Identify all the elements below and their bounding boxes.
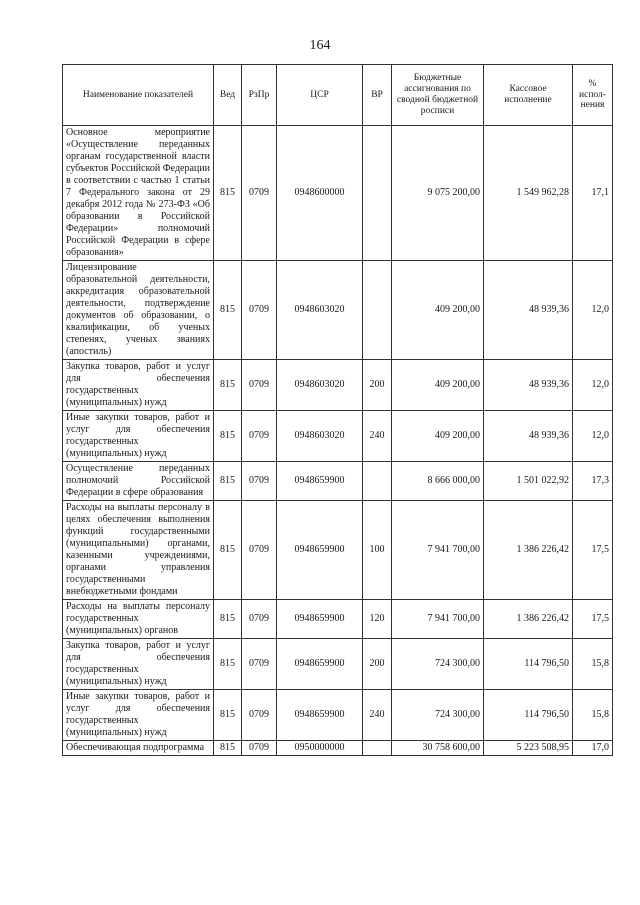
row-ved: 815 [214,639,242,690]
table-row [63,126,613,261]
row-budget: 30 758 600,00 [392,741,484,756]
row-name: Закупка товаров, работ и услуг для обеспечения государственных (муниципальных) нужд [63,360,214,411]
table-row [63,741,613,756]
row-vr: 200 [363,639,392,690]
row-csr: 0948603020 [277,360,363,411]
header-budget: Бюджетные ассигнования по сводной бюджетной росписи [392,65,484,126]
row-cash: 1 549 962,28 [484,126,573,261]
table-header-row [63,65,613,126]
row-csr: 0948603020 [277,261,363,360]
row-cash: 1 501 022,92 [484,462,573,501]
row-percent: 17,5 [573,600,613,639]
row-csr: 0948659900 [277,639,363,690]
row-ved: 815 [214,126,242,261]
row-cash: 5 223 508,95 [484,741,573,756]
row-rzpr: 0709 [242,126,277,261]
table-row [63,360,613,411]
row-percent: 12,0 [573,411,613,462]
row-vr: 240 [363,411,392,462]
header-rzpr: РзПр [242,65,277,126]
row-budget: 9 075 200,00 [392,126,484,261]
row-cash: 1 386 226,42 [484,501,573,600]
table-row [63,690,613,741]
header-vr: ВР [363,65,392,126]
row-budget: 7 941 700,00 [392,600,484,639]
header-name: Наименование показателей [63,65,214,126]
row-csr: 0950000000 [277,741,363,756]
row-csr: 0948659900 [277,501,363,600]
row-percent: 17,5 [573,501,613,600]
table-row [63,462,613,501]
row-csr: 0948659900 [277,690,363,741]
row-name: Основное мероприятие «Осуществление переданных органам государственной власти субъектов Российской Федерации в соответствии с частью 1 статьи 7 Федерального закона от 29 декабря 2012 года № 273-ФЗ «Об образовании в Российской Федерации» полномочий Российской Федерации в сфере образования» [63,126,214,261]
row-ved: 815 [214,261,242,360]
row-name: Расходы на выплаты персоналу государственных (муниципальных) органов [63,600,214,639]
row-ved: 815 [214,690,242,741]
row-cash: 1 386 226,42 [484,600,573,639]
table-row [63,639,613,690]
header-percent: % испол-нения [573,65,613,126]
row-name: Иные закупки товаров, работ и услуг для обеспечения государственных (муниципальных) нужд [63,690,214,741]
row-vr [363,741,392,756]
row-ved: 815 [214,462,242,501]
row-vr [363,261,392,360]
row-name: Закупка товаров, работ и услуг для обеспечения государственных (муниципальных) нужд [63,639,214,690]
header-csr: ЦСР [277,65,363,126]
table-row [63,411,613,462]
row-percent: 15,8 [573,639,613,690]
row-percent: 17,1 [573,126,613,261]
budget-execution-table [62,64,613,756]
row-name: Обеспечивающая подпрограмма [63,741,214,756]
page-number: 164 [309,38,331,53]
row-name: Лицензирование образовательной деятельности, аккредитация образовательной деятельности, подтверждение документов об образовании, о квалификации, об ученых степенях, ученых званиях (апостиль) [63,261,214,360]
row-name: Расходы на выплаты персоналу в целях обеспечения выполнения функций государственными (муниципальными) органами, казенными учреждениями, органами управления государственными внебюджетными фондами [63,501,214,600]
row-percent: 17,3 [573,462,613,501]
row-rzpr: 0709 [242,741,277,756]
row-csr: 0948659900 [277,600,363,639]
row-cash: 48 939,36 [484,360,573,411]
row-ved: 815 [214,360,242,411]
row-rzpr: 0709 [242,690,277,741]
row-cash: 48 939,36 [484,411,573,462]
row-vr: 240 [363,690,392,741]
header-cash: Кассовое исполнение [484,65,573,126]
row-rzpr: 0709 [242,411,277,462]
row-budget: 724 300,00 [392,690,484,741]
row-budget: 409 200,00 [392,261,484,360]
row-vr [363,126,392,261]
row-budget: 8 666 000,00 [392,462,484,501]
row-cash: 48 939,36 [484,261,573,360]
table-row [63,600,613,639]
row-vr: 200 [363,360,392,411]
row-budget: 409 200,00 [392,411,484,462]
table-row [63,261,613,360]
row-vr: 100 [363,501,392,600]
row-percent: 17,0 [573,741,613,756]
row-rzpr: 0709 [242,462,277,501]
row-rzpr: 0709 [242,261,277,360]
row-budget: 724 300,00 [392,639,484,690]
row-ved: 815 [214,411,242,462]
row-csr: 0948600000 [277,126,363,261]
row-csr: 0948659900 [277,462,363,501]
row-vr [363,462,392,501]
table-row [63,501,613,600]
row-percent: 12,0 [573,360,613,411]
row-rzpr: 0709 [242,501,277,600]
row-vr: 120 [363,600,392,639]
row-rzpr: 0709 [242,600,277,639]
row-name: Иные закупки товаров, работ и услуг для обеспечения государственных (муниципальных) нужд [63,411,214,462]
header-ved: Вед [214,65,242,126]
row-cash: 114 796,50 [484,639,573,690]
row-ved: 815 [214,501,242,600]
row-name: Осуществление переданных полномочий Российской Федерации в сфере образования [63,462,214,501]
row-cash: 114 796,50 [484,690,573,741]
row-budget: 409 200,00 [392,360,484,411]
row-ved: 815 [214,741,242,756]
row-rzpr: 0709 [242,360,277,411]
row-rzpr: 0709 [242,639,277,690]
row-percent: 12,0 [573,261,613,360]
row-budget: 7 941 700,00 [392,501,484,600]
row-ved: 815 [214,600,242,639]
row-csr: 0948603020 [277,411,363,462]
row-percent: 15,8 [573,690,613,741]
